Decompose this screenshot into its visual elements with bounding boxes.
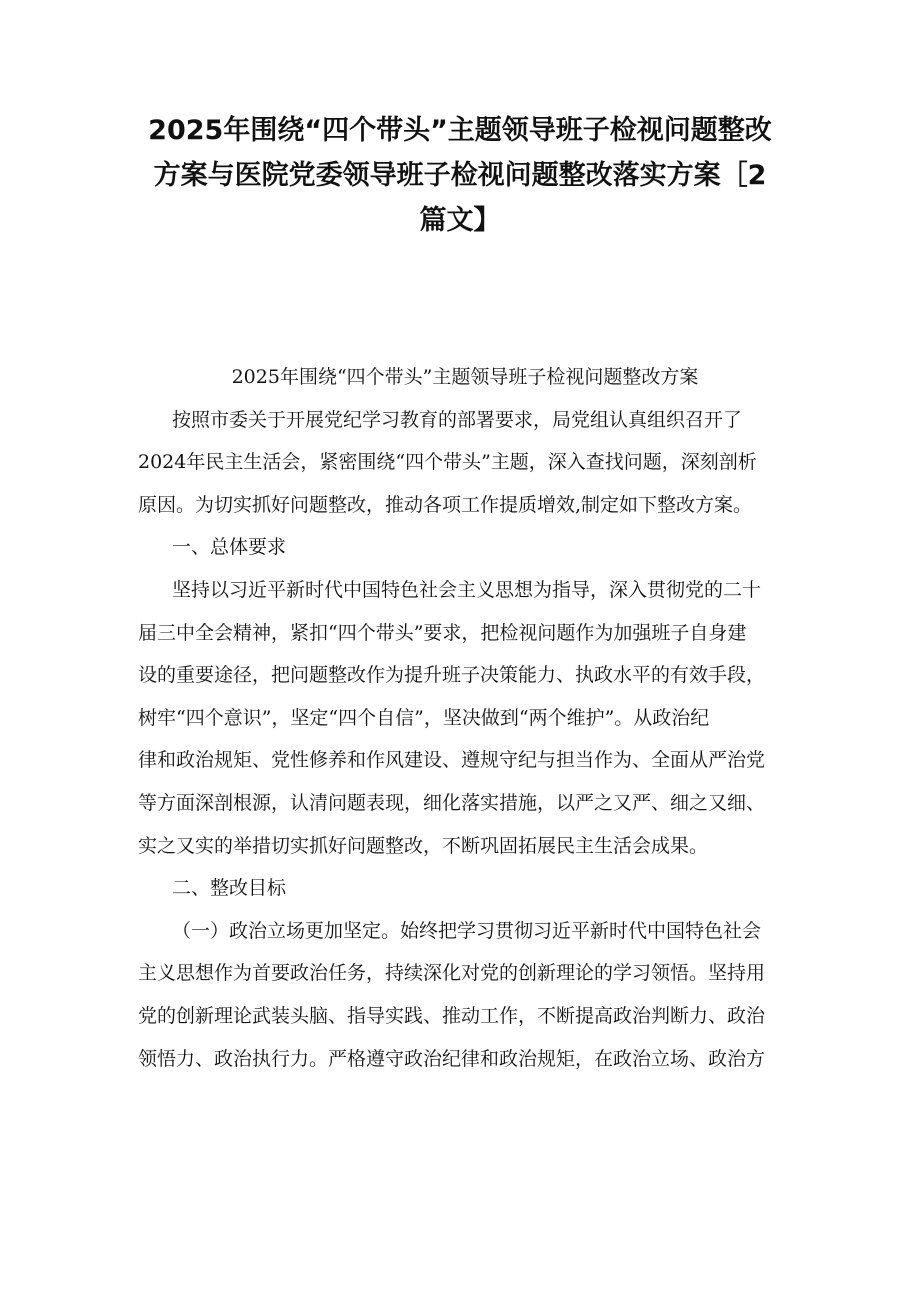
paragraph-line: 党的创新理论武装头脑、指导实践、推动工作，不断提高政治判断力、政治 xyxy=(138,1004,766,1027)
paragraph-line: 设的重要途径，把问题整改作为提升班子决策能力、执政水平的有效手段， xyxy=(138,664,766,687)
paragraph-line: 领悟力、政治执行力。严格遵守政治纪律和政治规矩，在政治立场、政治方 xyxy=(138,1047,766,1070)
paragraph-line: 律和政治规矩、党性修养和作风建设、遵规守纪与担当作为、全面从严治党 xyxy=(138,749,766,772)
paragraph-line: 坚持以习近平新时代中国特色社会主义思想为指导，深入贯彻党的二十 xyxy=(172,578,762,601)
title-line: 方案与医院党委领导班子检视问题整改落实方案［2 xyxy=(153,160,767,191)
paragraph-line: 主义思想作为首要政治任务，持续深化对党的创新理论的学习领悟。坚持用 xyxy=(138,962,766,985)
paragraph-line: （一）政治立场更加坚定。始终把学习贯彻习近平新时代中国特色社会 xyxy=(172,919,762,942)
document-body xyxy=(138,356,792,1080)
section-subtitle: 2025年围绕“四个带头”主题领导班子检视问题整改方案 xyxy=(231,366,699,388)
paragraph-line: 按照市委关于开展党纪学习教育的部署要求，局党组认真组织召开了 xyxy=(172,408,743,431)
paragraph-line: 树牢“四个意识”，坚定“四个自信”，坚决做到“两个维护”。从政治纪 xyxy=(138,706,710,729)
section-heading: 一、总体要求 xyxy=(172,536,287,559)
title-line: 2025年围绕“四个带头”主题领导班子检视问题整改 xyxy=(148,115,772,146)
document-title xyxy=(120,108,800,243)
paragraph-line: 2024年民主生活会，紧密围绕“四个带头”主题，深入查找问题，深刻剖析 xyxy=(138,451,757,474)
title-line: 篇文】 xyxy=(419,205,501,236)
paragraph-line: 原因。为切实抓好问题整改，推动各项工作提质增效,制定如下整改方案。 xyxy=(138,493,753,516)
paragraph-line: 实之又实的举措切实抓好问题整改，不断巩固拓展民主生活会成果。 xyxy=(138,834,709,857)
paragraph-line: 届三中全会精神，紧扣“四个带头”要求，把检视问题作为加强班子自身建 xyxy=(138,621,747,644)
section-heading: 二、整改目标 xyxy=(172,877,287,900)
paragraph-line: 等方面深剖根源，认清问题表现，细化落实措施，以严之又严、细之又细、 xyxy=(138,791,766,814)
